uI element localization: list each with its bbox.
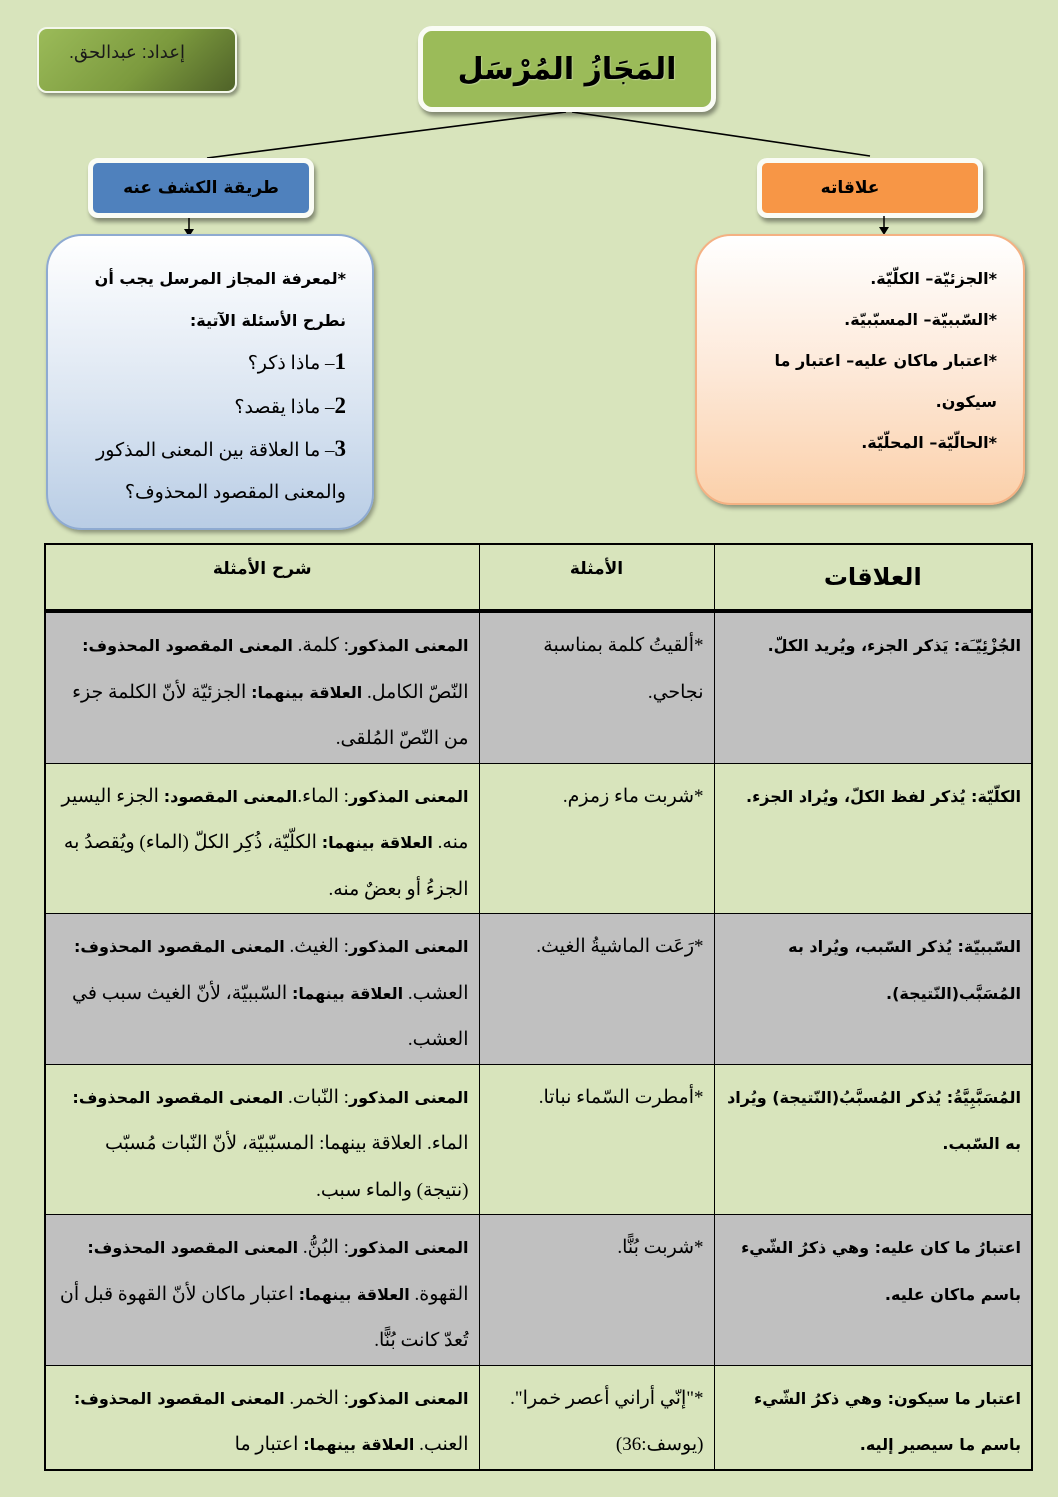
explanation-text: : البُنُّ. (298, 1237, 349, 1258)
explanation-text: العنب. (414, 1434, 469, 1455)
table-row (45, 1365, 1032, 1470)
relation-cell: السّببيّة: يُذكر السّبب، ويُراد به المُسَبَّب(النّتيجة). (714, 914, 1032, 1065)
explanation-text: : كلمة. (292, 635, 349, 656)
relations-table (44, 543, 1033, 1471)
relation-cell: الجُزْئِيّـَة: يَذكر الجزء، ويُريد الكلّ. (714, 611, 1032, 763)
explanation-text: العشب. (403, 982, 469, 1004)
table-row (45, 914, 1032, 1065)
table-row (45, 763, 1032, 914)
explanation-term: المعنى المقصود: (163, 786, 298, 806)
explanation-text: السّببيّة، لأنّ الغيث سبب في العشب. (72, 982, 469, 1050)
header-explanation: شرح الأمثلة (45, 544, 479, 611)
method-box (88, 158, 314, 218)
explanation-cell (45, 1365, 479, 1470)
arrow-down-icon (878, 216, 890, 236)
explanation-term: العلاقة بينهما: (321, 833, 433, 852)
example-cell: *رَعَت الماشيةُ الغيث. (479, 914, 714, 1065)
relation-item: *اعتبار ماكان عليه– اعتبار ما (774, 351, 997, 370)
method-line: *لمعرفة المجاز المرسل يجب أن (94, 269, 346, 288)
explanation-term: المعنى المقصود المحذوف: (74, 937, 285, 956)
explanation-term: العلاقة بينهما: (291, 983, 404, 1003)
explanation-text: : الماء. (297, 785, 349, 807)
method-label: طريقة الكشف عنه (123, 178, 279, 198)
relations-label: علاقاته (820, 178, 880, 198)
explanation-term: المعنى المذكور (348, 937, 469, 956)
example-cell: *شربت بُنًّا. (479, 1215, 714, 1366)
table-body (45, 611, 1032, 1470)
table-row (45, 611, 1032, 763)
table-row (45, 1064, 1032, 1215)
explanation-text: اعتبار ماكان لأنّ القهوة قبل أن تُعدّ كانت بُنًّا. (59, 1283, 469, 1351)
connector-left (207, 112, 566, 158)
relation-item: سيكون. (935, 392, 997, 411)
explanation-term: المعنى المذكور (348, 1388, 469, 1408)
method-line: والمعنى المقصود المحذوف؟ (124, 481, 346, 503)
explanation-term: المعنى المقصود المحذوف: (73, 1388, 285, 1408)
explanation-text: : النّبات. (283, 1086, 349, 1108)
explanation-text: الكلّيّة، ذُكِر الكلّ (الماء) ويُقصدُ به الجزءُ أو بعضٌ منه. (63, 832, 469, 900)
relations-box (757, 158, 983, 218)
relation-cell: المُسَبَّبِيَّةُ: يُذكر المُسبَّبُ(النّتيجة) ويُراد به السّبب. (714, 1064, 1032, 1215)
explanation-text: : الخمر. (284, 1387, 349, 1409)
explanation-term: العلاقة بينهما: (298, 1284, 410, 1304)
explanation-term: المعنى المقصود المحذوف: (82, 636, 293, 655)
relation-cell: اعتبارُ ما كان عليه: وهي ذكرُ الشّيء باسم ماكان عليه. (714, 1215, 1032, 1366)
explanation-text: الجزء اليسير منه. (61, 785, 469, 853)
explanation-term: المعنى المذكور (348, 1238, 469, 1257)
question-item: 2– ماذا يقصد؟ (234, 392, 346, 418)
relation-cell: الكلّيّة: يُذكر لفظ الكلّ، ويُراد الجزء. (714, 763, 1032, 914)
example-cell: *ألقيتُ كلمة بمناسبة نجاحي. (479, 611, 714, 763)
detection-method-box (46, 234, 374, 530)
relation-item: *السّببيّة– المسبّبيّة. (844, 310, 997, 329)
explanation-text: القهوة. (409, 1283, 469, 1305)
explanation-term: المعنى المذكور (348, 1087, 469, 1107)
title-box (418, 26, 716, 112)
example-cell: *شربت ماء زمزم. (479, 763, 714, 914)
example-cell: *"إنّي أراني أعصر خمرا". (يوسف:36) (479, 1365, 714, 1470)
header-examples: الأمثلة (479, 544, 714, 611)
relation-item: *الجزئيّة– الكلّيّة. (870, 269, 997, 288)
author-box (37, 27, 237, 93)
explanation-term: المعنى المذكور (348, 636, 469, 655)
explanation-text: الماء. العلاقة بينهما: المسبّبيّة، لأنّ النّبات مُسبّب (نتيجة) والماء سبب. (105, 1133, 469, 1201)
explanation-text: : الغيث. (284, 936, 349, 957)
explanation-text: النّصّ الكامل. (362, 681, 469, 703)
page-title: المَجَازُ المُرْسَل (457, 51, 677, 87)
question-item: 1– ماذا ذكر؟ (247, 349, 346, 374)
table-header-row (45, 544, 1032, 611)
method-line: نطرح الأسئلة الآتية: (189, 310, 346, 330)
example-cell: *أمطرت السّماء نباتا. (479, 1064, 714, 1215)
header-relations: العلاقات (714, 544, 1032, 611)
explanation-text: الجزئيّة لأنّ الكلمة جزء من النّصّ المُلقى. (72, 681, 469, 749)
explanation-cell (45, 1064, 479, 1215)
explanation-cell (45, 1215, 479, 1366)
table-row (45, 1215, 1032, 1366)
explanation-text: اعتبار ما (234, 1434, 304, 1455)
explanation-cell (45, 611, 479, 763)
question-item: 3– ما العلاقة بين المعنى المذكور (96, 436, 346, 461)
explanation-term: العلاقة بينهما: (251, 682, 363, 702)
explanation-term: المعنى المقصود المحذوف: (87, 1238, 299, 1257)
explanation-term: المعنى المذكور (348, 786, 469, 806)
relations-list-box (695, 234, 1025, 505)
author-label: إعداد: عبدالحق. (69, 41, 185, 62)
relation-cell: اعتبار ما سيكون: وهي ذكرُ الشّيء باسم ما سيصير إليه. (714, 1365, 1032, 1470)
explanation-cell (45, 763, 479, 914)
explanation-term: العلاقة بينهما: (303, 1435, 415, 1454)
explanation-cell (45, 914, 479, 1065)
explanation-term: المعنى المقصود المحذوف: (72, 1087, 284, 1107)
relation-item: *الحالّيّة– المحلّيّة. (861, 433, 997, 452)
connector-right (572, 112, 870, 156)
